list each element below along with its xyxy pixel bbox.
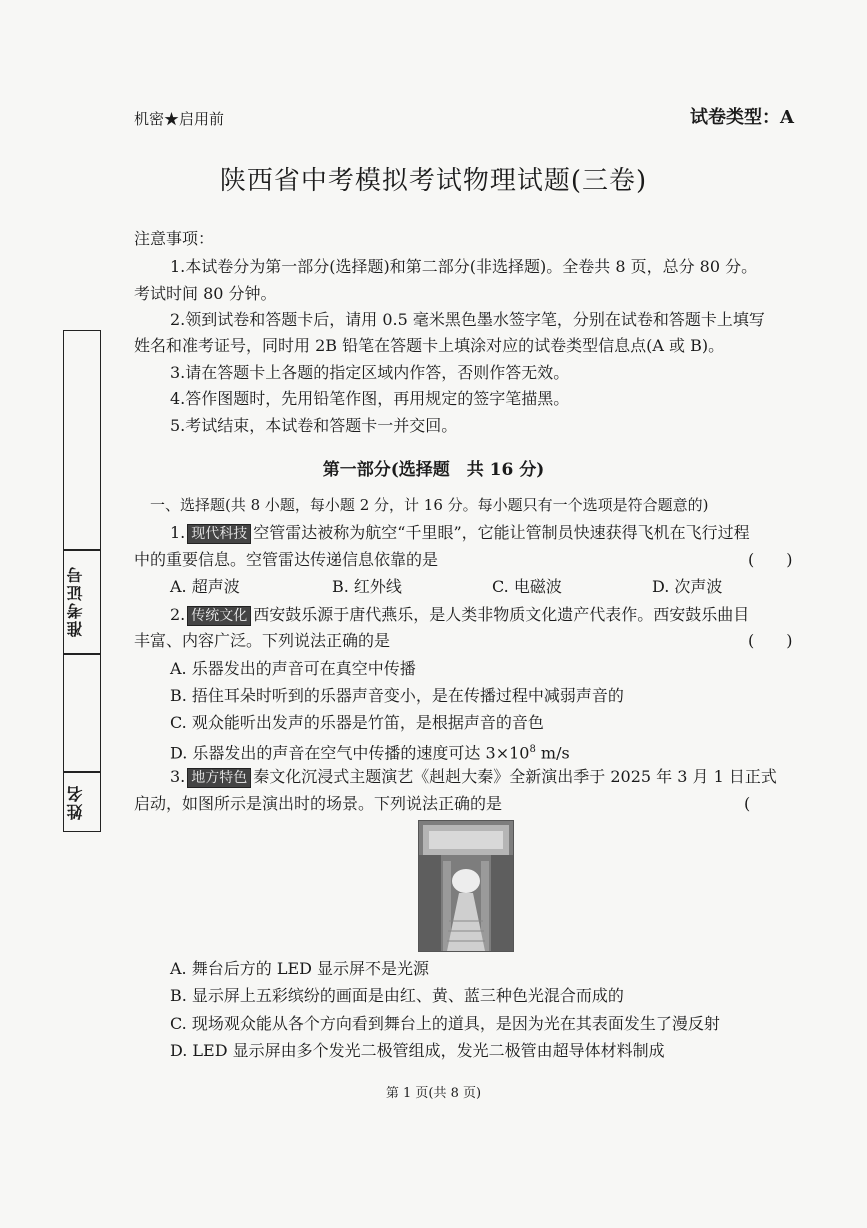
question-number: 2. — [170, 605, 186, 624]
question-number: 3. — [170, 767, 186, 786]
notice-heading: 注意事项： — [134, 229, 215, 248]
name-label: 姓名 — [66, 784, 85, 820]
notice-item-3: 3.请在答题卡上各题的指定区域内作答，否则作答无效。 — [170, 363, 570, 382]
notice-item-5: 5.考试结束，本试卷和答题卡一并交回。 — [170, 416, 458, 435]
section-instruction: 一、选择题(共 8 小题，每小题 2 分，计 16 分。每小题只有一个选项是符合题意的) — [150, 496, 709, 514]
question-3-line-1 — [170, 766, 777, 788]
exam-id-label: 准考证号 — [66, 565, 85, 637]
notice-item-2-line-1: 2.领到试卷和答题卡后，请用 0.5 毫米黑色墨水签字笔，分别在试卷和答题卡上填写 — [170, 310, 765, 329]
question-1-line-1 — [170, 522, 750, 544]
option-d: D. LED 显示屏由多个发光二极管组成，发光二极管由超导体材料制成 — [170, 1041, 665, 1060]
notice-item-1-line-1: 1.本试卷分为第一部分(选择题)和第二部分(非选择题)。全卷共 8 页，总分 80 分。 — [170, 257, 758, 276]
question-text: 西安鼓乐源于唐代燕乐，是人类非物质文化遗产代表作。西安鼓乐曲目 — [253, 605, 750, 624]
option-b: B. 红外线 — [332, 577, 402, 596]
topic-tag: 地方特色 — [187, 768, 251, 788]
page-number: 第 1 页(共 8 页) — [385, 1086, 482, 1101]
option-c: C. 电磁波 — [492, 577, 562, 596]
question-text: 空管雷达被称为航空“千里眼”，它能让管制员快速获得飞机在飞行过程 — [253, 523, 750, 542]
option-d-unit: m/s — [535, 743, 570, 763]
question-number: 1. — [170, 523, 186, 542]
question-2-line-1 — [170, 604, 749, 626]
notice-item-1-line-2: 考试时间 80 分钟。 — [134, 284, 277, 303]
topic-tag: 现代科技 — [187, 524, 251, 544]
option-a: A. 乐器发出的声音可在真空中传播 — [170, 659, 416, 678]
stage-scene-illustration — [419, 821, 513, 951]
option-b: B. 捂住耳朵时听到的乐器声音变小，是在传播过程中减弱声音的 — [170, 686, 624, 705]
answer-paren: ( ) — [748, 631, 793, 650]
confidential-label: 机密★启用前 — [134, 110, 225, 128]
option-a: A. 超声波 — [170, 577, 240, 596]
option-a: A. 舞台后方的 LED 显示屏不是光源 — [170, 959, 430, 978]
question-3-line-2: 启动，如图所示是演出时的场景。下列说法正确的是 — [134, 794, 503, 813]
notice-item-2-line-2: 姓名和准考证号，同时用 2B 铅笔在答题卡上填涂对应的试卷类型信息点(A 或 B)。 — [134, 336, 725, 355]
answer-paren: ( — [744, 794, 751, 813]
answer-paren: ( ) — [748, 550, 793, 569]
binding-box — [63, 330, 101, 832]
paper-type-label: 试卷类型：A — [690, 107, 794, 128]
question-1-line-2: 中的重要信息。空管雷达传递信息依靠的是 — [134, 550, 439, 569]
stage-photo — [418, 820, 514, 952]
topic-tag: 传统文化 — [187, 606, 251, 626]
option-b: B. 显示屏上五彩缤纷的画面是由红、黄、蓝三种色光混合而成的 — [170, 986, 624, 1005]
option-c: C. 观众能听出发声的乐器是竹笛，是根据声音的音色 — [170, 713, 544, 732]
option-d-text: D. 乐器发出的声音在空气中传播的速度可达 3×10 — [170, 743, 530, 763]
option-c: C. 现场观众能从各个方向看到舞台上的道具，是因为光在其表面发生了漫反射 — [170, 1014, 720, 1033]
option-d: D. 次声波 — [652, 577, 723, 596]
option-d — [170, 739, 570, 764]
question-2-line-2: 丰富、内容广泛。下列说法正确的是 — [134, 631, 391, 650]
notice-item-4: 4.答作图题时，先用铅笔作图，再用规定的签字笔描黑。 — [170, 389, 570, 408]
page-title: 陕西省中考模拟考试物理试题(三卷) — [219, 166, 648, 196]
question-text: 秦文化沉浸式主题演艺《赳赳大秦》全新演出季于 2025 年 3 月 1 日正式 — [253, 767, 777, 786]
section-title: 第一部分(选择题 共 16 分) — [322, 460, 545, 480]
exponent: 8 — [529, 744, 536, 755]
